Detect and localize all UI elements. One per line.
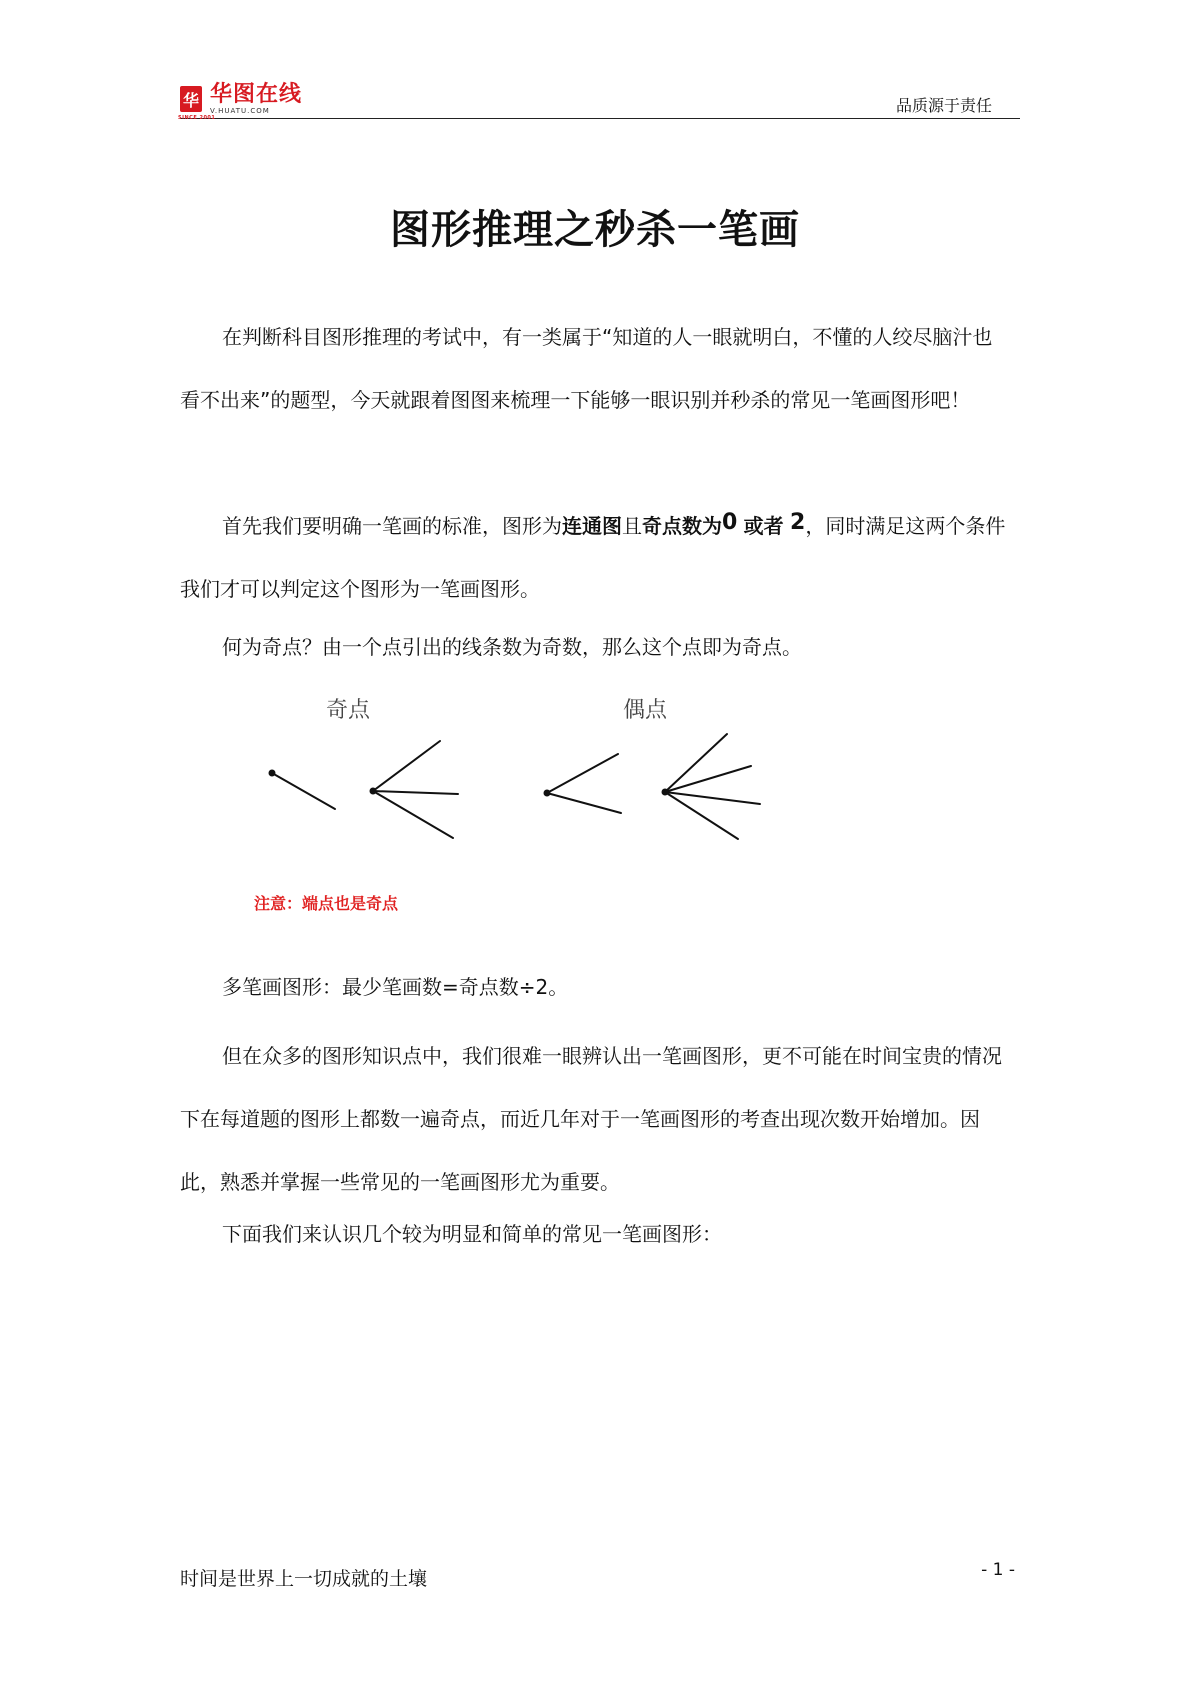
logo-since: SINCE 2001 xyxy=(178,115,216,121)
criteria-two: 2 xyxy=(790,510,806,535)
even-vertex-a-line-1 xyxy=(547,754,618,793)
odd-point-definition: 何为奇点？由一个点引出的线条数为奇数，那么这个点即为奇点。 xyxy=(222,635,802,659)
logo-name: 华图在线 xyxy=(210,81,303,107)
criteria-text-a: 首先我们要明确一笔画的标准，图形为 xyxy=(222,514,562,538)
criteria-zero: 0 xyxy=(722,510,738,535)
odd-vertex-dot xyxy=(370,788,377,795)
odd-vertex-line-2 xyxy=(373,791,458,794)
next-section-paragraph: 下面我们来认识几个较为明显和简单的常见一笔画图形： xyxy=(222,1222,722,1246)
huatu-logo xyxy=(178,81,303,121)
odd-vertex-line-1 xyxy=(373,741,440,791)
criteria-or: 或者 xyxy=(743,514,784,538)
criteria-odd-count: 奇点数为 xyxy=(642,514,722,538)
criteria-text-c: 且 xyxy=(622,514,642,538)
page-number: - 1 - xyxy=(981,1560,1015,1580)
intro-paragraph: 在判断科目图形推理的考试中，有一类属于“知道的人一眼就明白，不懂的人绞尽脑汁也看不出来”的题型，今天就跟着图图来梳理一下能够一眼识别并秒杀的常见一笔画图形吧！ xyxy=(180,325,993,412)
page-header xyxy=(180,82,1020,119)
odd-vertex-line-3 xyxy=(373,791,453,838)
even-vertex-a-line-2 xyxy=(547,793,621,813)
even-vertex-a-dot xyxy=(544,790,551,797)
criteria-connected-graph: 连通图 xyxy=(562,514,622,538)
even-point-label: 偶点 xyxy=(623,698,668,723)
header-slogan: 品质源于责任 xyxy=(895,96,992,115)
odd-point-label: 奇点 xyxy=(326,698,371,723)
endpoint-note: 注意：端点也是奇点 xyxy=(254,894,399,913)
even-vertex-b-dot xyxy=(662,789,669,796)
criteria-paragraph xyxy=(180,495,1010,621)
odd-endpoint-dot xyxy=(269,770,276,777)
odd-even-point-figure xyxy=(180,698,1010,945)
criteria-text-h: ，同时满足这两个条件我们才可以判定这个图形为一笔画图形。 xyxy=(180,514,1006,601)
odd-endpoint-line xyxy=(272,773,335,809)
multi-stroke-formula: 多笔画图形：最少笔画数=奇点数÷2。 xyxy=(222,975,569,999)
footer-motto: 时间是世界上一切成就的土壤 xyxy=(180,1568,428,1590)
logo-text xyxy=(210,81,303,115)
importance-paragraph: 但在众多的图形知识点中，我们很难一眼辨认出一笔画图形，更不可能在时间宝贵的情况下在每道题的图形上都数一遍奇点，而近几年对于一笔画图形的考查出现次数开始增加。因此，熟悉并掌握一些常见的一笔画图形尤为重要。 xyxy=(180,1044,1002,1194)
logo-mark-icon xyxy=(178,86,216,121)
logo-mark-char: 华 xyxy=(182,90,199,110)
logo-url: V.HUATU.COM xyxy=(210,106,270,115)
document-title: 图形推理之秒杀一笔画 xyxy=(390,207,800,253)
